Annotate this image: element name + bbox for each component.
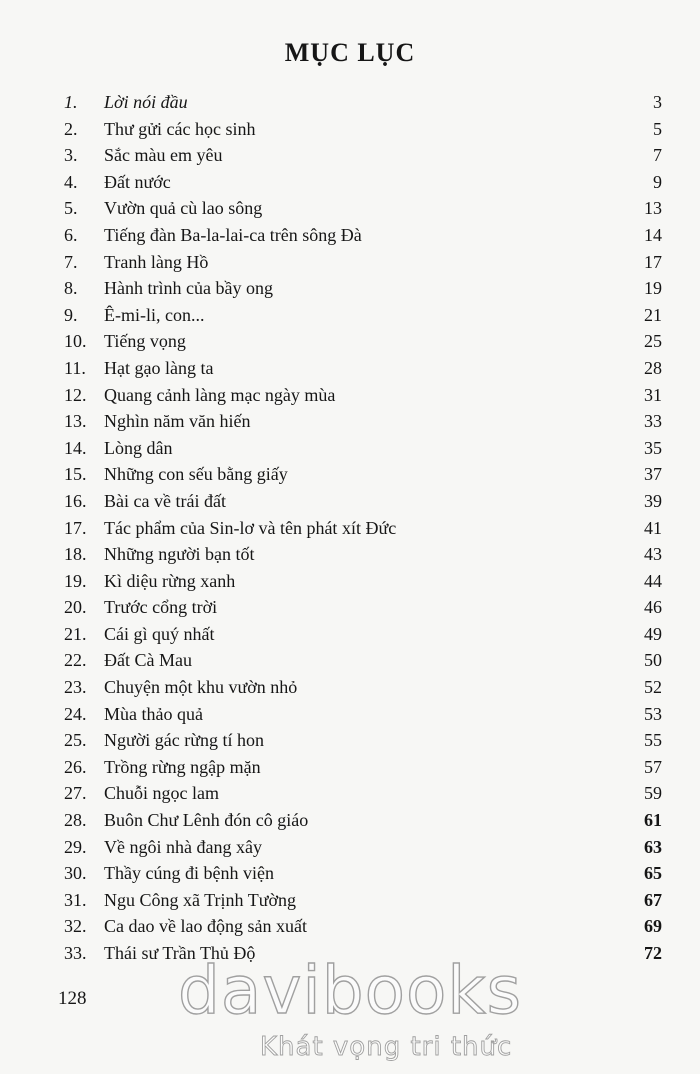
toc-entry xyxy=(0,169,700,196)
toc-entry-number: 21. xyxy=(64,623,87,644)
toc-entry-page: 69 xyxy=(644,916,662,937)
toc-entry-page: 65 xyxy=(644,863,662,884)
toc-entry-number: 32. xyxy=(64,916,87,937)
toc-entry xyxy=(0,355,700,382)
toc-entry-page: 59 xyxy=(644,783,662,804)
toc-entry-number: 15. xyxy=(64,464,87,485)
toc-entry-number: 14. xyxy=(64,437,87,458)
toc-entry-title: Hạt gạo làng ta xyxy=(104,357,214,378)
toc-entry-title: Lòng dân xyxy=(104,437,173,458)
toc-entry xyxy=(0,541,700,568)
toc-entry xyxy=(0,780,700,807)
toc-entry-page: 37 xyxy=(644,464,662,485)
toc-entry-page: 5 xyxy=(653,118,662,139)
toc-entry-page: 53 xyxy=(644,703,662,724)
toc-entry xyxy=(0,142,700,169)
toc-entry xyxy=(0,328,700,355)
toc-entry-number: 4. xyxy=(64,171,78,192)
toc-entry-title: Trồng rừng ngập mặn xyxy=(104,756,261,777)
toc-entry xyxy=(0,674,700,701)
toc-entry-number: 31. xyxy=(64,889,87,910)
toc-entry-page: 41 xyxy=(644,517,662,538)
watermark-brand: davibooks xyxy=(178,952,522,1029)
toc-entry-number: 2. xyxy=(64,118,78,139)
toc-entry-page: 35 xyxy=(644,437,662,458)
toc-entry-title: Hành trình của bầy ong xyxy=(104,278,273,299)
toc-entry-title: Chuyện một khu vườn nhỏ xyxy=(104,677,298,698)
toc-entry-title: Thầy cúng đi bệnh viện xyxy=(104,863,274,884)
toc-entry-title: Người gác rừng tí hon xyxy=(104,730,265,751)
toc-entry-page: 61 xyxy=(644,810,662,831)
toc-entry-number: 27. xyxy=(64,783,87,804)
toc-entry-page: 21 xyxy=(644,304,662,325)
toc-entry xyxy=(0,249,700,276)
toc-entry-number: 26. xyxy=(64,756,87,777)
page-number: 128 xyxy=(58,988,87,1009)
toc-entry xyxy=(0,647,700,674)
toc-entry-page: 7 xyxy=(653,145,662,166)
toc-entry xyxy=(0,701,700,728)
table-of-contents xyxy=(0,89,700,967)
toc-entry-page: 50 xyxy=(644,650,662,671)
toc-entry-page: 67 xyxy=(644,889,662,910)
toc-entry-title: Về ngôi nhà đang xây xyxy=(104,836,262,857)
toc-entry xyxy=(0,382,700,409)
toc-entry-title: Những người bạn tốt xyxy=(104,544,255,565)
toc-entry xyxy=(0,116,700,143)
toc-entry-number: 16. xyxy=(64,490,87,511)
toc-entry xyxy=(0,515,700,542)
toc-entry xyxy=(0,568,700,595)
toc-entry-page: 25 xyxy=(644,331,662,352)
toc-entry xyxy=(0,461,700,488)
toc-entry-title: Bài ca về trái đất xyxy=(104,490,226,511)
toc-entry xyxy=(0,860,700,887)
toc-entry-number: 30. xyxy=(64,863,87,884)
toc-entry-number: 25. xyxy=(64,730,87,751)
toc-entry xyxy=(0,435,700,462)
toc-entry-title: Thái sư Trần Thủ Độ xyxy=(104,943,256,963)
toc-entry-page: 46 xyxy=(644,597,662,618)
toc-entry-number: 11. xyxy=(64,357,86,378)
toc-entry-number: 33. xyxy=(64,943,87,963)
toc-entry-page: 39 xyxy=(644,490,662,511)
toc-entry-title: Ca dao về lao động sản xuất xyxy=(104,916,307,937)
toc-entry-title: Đất nước xyxy=(104,171,171,192)
toc-entry-number: 10. xyxy=(64,331,87,352)
toc-entry-number: 19. xyxy=(64,570,87,591)
toc-entry xyxy=(0,807,700,834)
toc-entry-number: 17. xyxy=(64,517,87,538)
toc-entry-title: Tiếng vọng xyxy=(104,331,186,352)
toc-entry-title: Buôn Chư Lênh đón cô giáo xyxy=(104,810,309,831)
toc-entry-page: 17 xyxy=(644,251,662,272)
toc-entry-number: 23. xyxy=(64,677,87,698)
toc-entry-title: Tranh làng Hồ xyxy=(104,251,209,272)
toc-entry-title: Ngu Công xã Trịnh Tường xyxy=(104,889,296,910)
toc-entry-page: 3 xyxy=(653,92,662,112)
toc-entry-title: Kì diệu rừng xanh xyxy=(104,570,236,591)
toc-entry xyxy=(0,302,700,329)
toc-entry-page: 55 xyxy=(644,730,662,751)
toc-entry xyxy=(0,89,700,116)
toc-entry-page: 72 xyxy=(644,943,662,963)
watermark-tagline: Khát vọng tri thức xyxy=(260,1032,513,1062)
toc-entry-number: 22. xyxy=(64,650,87,671)
toc-entry-title: Mùa thảo quả xyxy=(104,703,203,724)
toc-entry-number: 24. xyxy=(64,703,87,724)
toc-entry-number: 29. xyxy=(64,836,87,857)
toc-entry-page: 19 xyxy=(644,278,662,299)
toc-entry-page: 57 xyxy=(644,756,662,777)
toc-entry-number: 3. xyxy=(64,145,78,166)
toc-entry-number: 18. xyxy=(64,544,87,565)
toc-entry-number: 5. xyxy=(64,198,78,219)
toc-entry-page: 49 xyxy=(644,623,662,644)
toc-entry xyxy=(0,222,700,249)
toc-entry-page: 31 xyxy=(644,384,662,405)
toc-entry xyxy=(0,488,700,515)
toc-entry-page: 33 xyxy=(644,411,662,432)
toc-entry-page: 44 xyxy=(644,570,662,591)
toc-entry xyxy=(0,621,700,648)
toc-entry-title: Thư gửi các học sinh xyxy=(104,118,256,139)
toc-entry-title: Đất Cà Mau xyxy=(104,650,192,671)
toc-entry-title: Quang cảnh làng mạc ngày mùa xyxy=(104,384,336,405)
toc-entry-title: Tiếng đàn Ba-la-lai-ca trên sông Đà xyxy=(104,224,362,245)
toc-entry-page: 28 xyxy=(644,357,662,378)
toc-entry-number: 6. xyxy=(64,224,78,245)
toc-entry-title: Chuỗi ngọc lam xyxy=(104,783,219,804)
page-title: MỤC LỤC xyxy=(284,38,416,67)
toc-entry xyxy=(0,834,700,861)
toc-entry-title: Vườn quả cù lao sông xyxy=(104,198,263,219)
toc-entry-title: Nghìn năm văn hiến xyxy=(104,411,251,432)
toc-entry-number: 1. xyxy=(64,92,78,112)
toc-entry-number: 28. xyxy=(64,810,87,831)
toc-entry-title: Những con sếu bằng giấy xyxy=(104,464,288,485)
toc-entry xyxy=(0,408,700,435)
toc-entry-number: 20. xyxy=(64,597,87,618)
toc-entry xyxy=(0,727,700,754)
toc-entry-page: 43 xyxy=(644,544,662,565)
toc-entry-title: Ê-mi-li, con... xyxy=(104,304,205,325)
toc-entry-title: Lời nói đầu xyxy=(104,92,188,112)
toc-entry-number: 8. xyxy=(64,278,78,299)
toc-entry-number: 7. xyxy=(64,251,78,272)
toc-entry-page: 13 xyxy=(644,198,662,219)
toc-entry xyxy=(0,913,700,940)
toc-entry xyxy=(0,754,700,781)
toc-entry-number: 9. xyxy=(64,304,78,325)
toc-entry xyxy=(0,594,700,621)
toc-entry-title: Trước cổng trời xyxy=(104,597,218,618)
toc-entry-number: 12. xyxy=(64,384,87,405)
toc-entry xyxy=(0,195,700,222)
toc-entry-title: Sắc màu em yêu xyxy=(104,145,223,166)
toc-entry-title: Cái gì quý nhất xyxy=(104,623,215,644)
toc-entry-page: 52 xyxy=(644,677,662,698)
toc-entry-page: 14 xyxy=(644,224,662,245)
toc-entry-title: Tác phẩm của Sin-lơ và tên phát xít Đức xyxy=(104,517,397,538)
toc-entry-number: 13. xyxy=(64,411,87,432)
toc-entry-page: 9 xyxy=(653,171,662,192)
toc-entry-page: 63 xyxy=(644,836,662,857)
toc-entry xyxy=(0,275,700,302)
toc-entry xyxy=(0,887,700,914)
